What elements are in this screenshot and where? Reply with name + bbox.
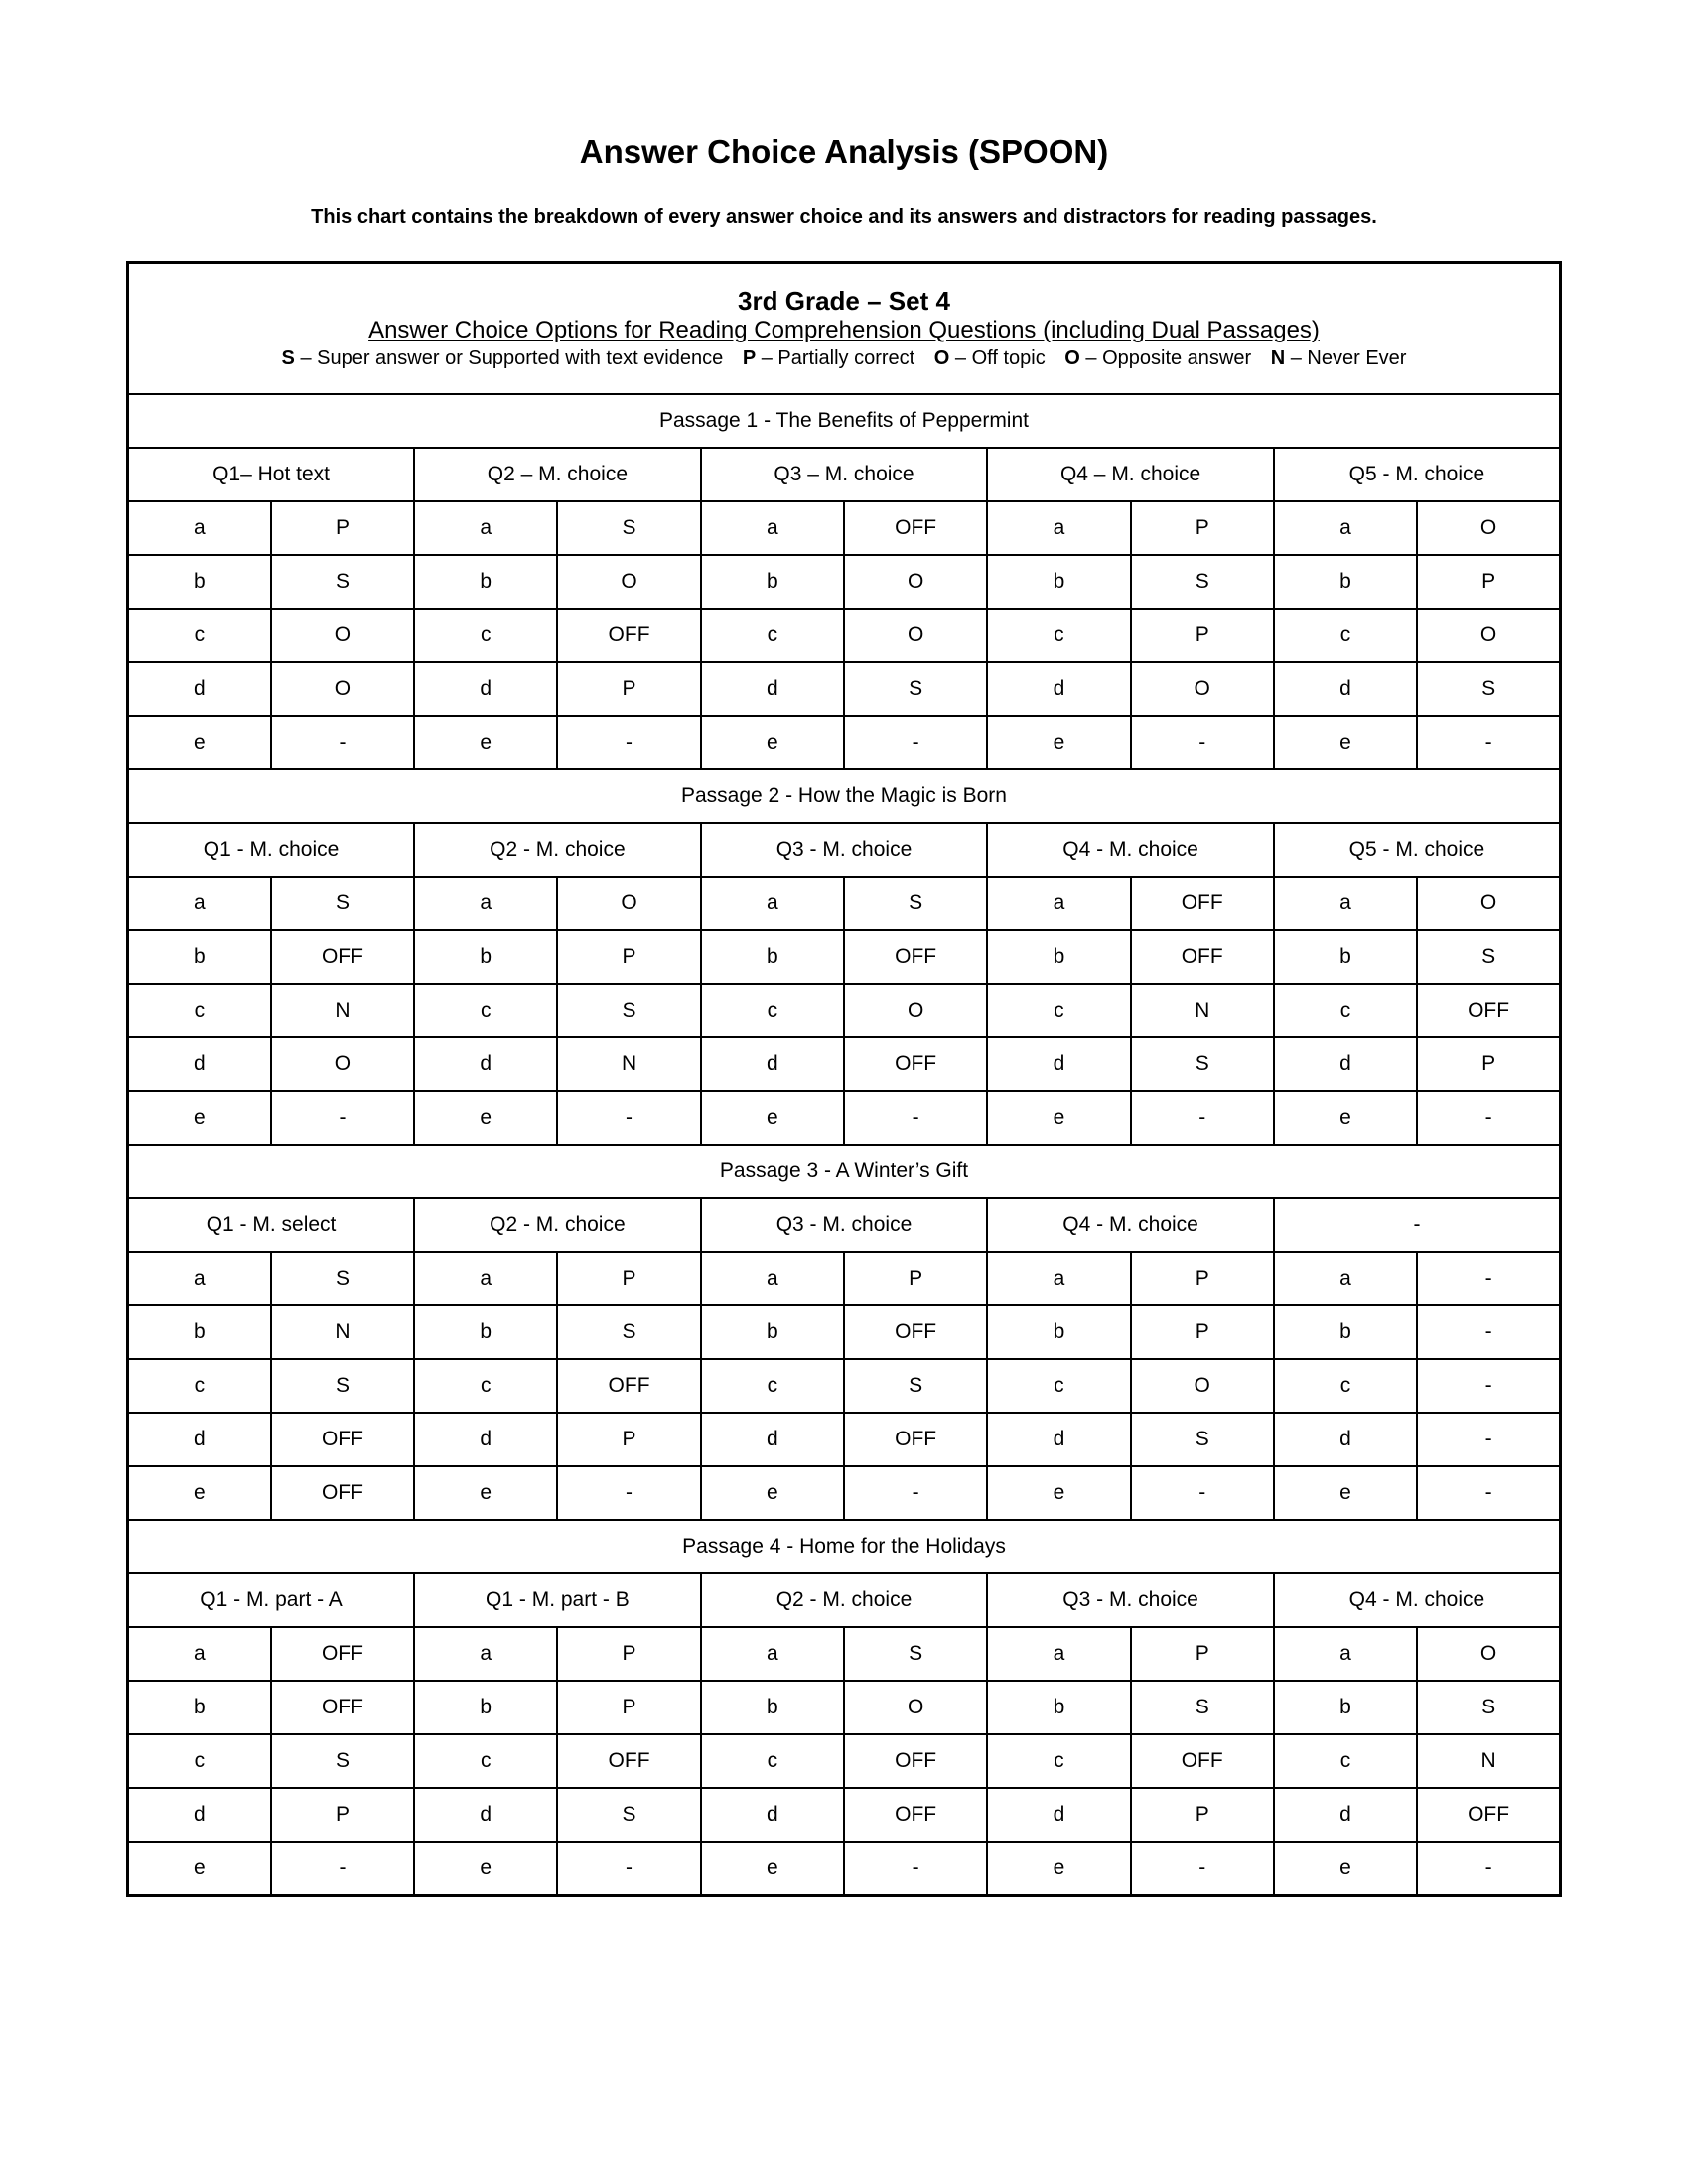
choice-rating: P — [557, 930, 700, 984]
choice-letter: b — [1274, 930, 1417, 984]
choice-letter: a — [128, 877, 271, 930]
choice-rating: S — [1131, 1413, 1274, 1466]
choice-letter: c — [701, 609, 844, 662]
table-row — [128, 984, 1561, 1037]
table-row — [128, 1252, 1561, 1305]
choice-rating: O — [271, 662, 414, 716]
choice-letter: a — [987, 501, 1130, 555]
choice-rating: P — [1417, 555, 1560, 609]
table-header-row — [128, 263, 1561, 395]
choice-letter: d — [701, 1037, 844, 1091]
choice-letter: d — [1274, 1037, 1417, 1091]
legend-desc: – Off topic — [954, 347, 1046, 369]
choice-rating: OFF — [844, 1305, 987, 1359]
choice-rating: OFF — [1131, 930, 1274, 984]
choice-rating: OFF — [844, 1413, 987, 1466]
choice-letter: e — [701, 1842, 844, 1896]
choice-rating: P — [271, 1788, 414, 1842]
question-header: Q1 - M. choice — [128, 823, 415, 877]
legend-desc: – Never Ever — [1290, 347, 1407, 369]
choice-letter: e — [701, 1091, 844, 1145]
choice-letter: b — [414, 1681, 557, 1734]
choice-letter: b — [128, 930, 271, 984]
choice-letter: b — [1274, 1681, 1417, 1734]
choice-rating: S — [271, 1359, 414, 1413]
choice-rating: S — [557, 1788, 700, 1842]
passage-title-row — [128, 1520, 1561, 1573]
choice-letter: a — [987, 1627, 1130, 1681]
choice-letter: b — [701, 1681, 844, 1734]
choice-letter: b — [414, 1305, 557, 1359]
choice-rating: OFF — [1417, 984, 1560, 1037]
choice-letter: a — [701, 501, 844, 555]
choice-rating: P — [1131, 501, 1274, 555]
choice-letter: a — [701, 877, 844, 930]
legend-desc: – Super answer or Supported with text evidence — [300, 347, 724, 369]
choice-letter: c — [128, 1734, 271, 1788]
choice-letter: d — [987, 1037, 1130, 1091]
question-header: Q1 - M. part - A — [128, 1573, 415, 1627]
choice-rating: OFF — [844, 930, 987, 984]
table-row — [128, 1734, 1561, 1788]
choice-rating: N — [271, 984, 414, 1037]
choice-rating: O — [271, 609, 414, 662]
choice-rating: S — [271, 1734, 414, 1788]
choice-rating: P — [271, 501, 414, 555]
legend-desc: – Partially correct — [761, 347, 915, 369]
choice-rating: - — [844, 1466, 987, 1520]
choice-rating: - — [271, 1842, 414, 1896]
choice-letter: d — [701, 1788, 844, 1842]
choice-letter: d — [414, 1413, 557, 1466]
passage-title: Passage 2 - How the Magic is Born — [128, 769, 1561, 823]
choice-rating: - — [557, 1091, 700, 1145]
choice-rating: P — [557, 662, 700, 716]
choice-letter: b — [128, 1305, 271, 1359]
choice-letter: a — [1274, 877, 1417, 930]
legend-desc: – Opposite answer — [1085, 347, 1252, 369]
choice-rating: OFF — [271, 1627, 414, 1681]
choice-rating: - — [1417, 1413, 1560, 1466]
table-header-cell — [128, 263, 1561, 395]
choice-rating: - — [1417, 1252, 1560, 1305]
choice-rating: N — [1417, 1734, 1560, 1788]
choice-letter: d — [701, 1413, 844, 1466]
choice-letter: e — [128, 1091, 271, 1145]
choice-rating: O — [271, 1037, 414, 1091]
choice-rating: OFF — [1417, 1788, 1560, 1842]
choice-rating: - — [557, 1842, 700, 1896]
table-row — [128, 1466, 1561, 1520]
choice-letter: d — [128, 1788, 271, 1842]
choice-rating: OFF — [557, 609, 700, 662]
choice-letter: e — [128, 1842, 271, 1896]
choice-letter: c — [987, 1734, 1130, 1788]
choice-letter: d — [987, 1413, 1130, 1466]
choice-letter: a — [414, 501, 557, 555]
table-row — [128, 1788, 1561, 1842]
choice-letter: c — [1274, 1734, 1417, 1788]
passage-title: Passage 4 - Home for the Holidays — [128, 1520, 1561, 1573]
choice-letter: e — [1274, 1466, 1417, 1520]
choice-letter: c — [1274, 609, 1417, 662]
choice-letter: d — [701, 662, 844, 716]
choice-letter: a — [701, 1627, 844, 1681]
table-row — [128, 1091, 1561, 1145]
legend-code: O — [1064, 347, 1080, 369]
choice-letter: c — [414, 1359, 557, 1413]
choice-letter: b — [414, 555, 557, 609]
choice-letter: a — [1274, 501, 1417, 555]
choice-rating: S — [1417, 662, 1560, 716]
choice-rating: - — [844, 716, 987, 769]
choice-letter: c — [987, 1359, 1130, 1413]
choice-rating: OFF — [557, 1734, 700, 1788]
question-header: Q2 - M. choice — [414, 1198, 701, 1252]
choice-rating: P — [1131, 1788, 1274, 1842]
choice-letter: d — [1274, 1413, 1417, 1466]
choice-rating: S — [271, 1252, 414, 1305]
choice-letter: b — [128, 1681, 271, 1734]
choice-rating: O — [1417, 609, 1560, 662]
choice-rating: S — [271, 555, 414, 609]
choice-rating: O — [844, 609, 987, 662]
choice-letter: d — [987, 1788, 1130, 1842]
choice-rating: - — [1131, 1466, 1274, 1520]
choice-rating: S — [1131, 555, 1274, 609]
choice-letter: a — [1274, 1252, 1417, 1305]
choice-rating: - — [557, 1466, 700, 1520]
question-header: Q3 - M. choice — [701, 1198, 988, 1252]
choice-letter: b — [701, 930, 844, 984]
choice-letter: e — [414, 1091, 557, 1145]
question-header: Q2 – M. choice — [414, 448, 701, 501]
choice-rating: O — [557, 877, 700, 930]
choice-rating: - — [557, 716, 700, 769]
choice-rating: OFF — [1131, 1734, 1274, 1788]
choice-rating: N — [271, 1305, 414, 1359]
choice-rating: P — [1131, 1252, 1274, 1305]
choice-rating: - — [1417, 1842, 1560, 1896]
choice-letter: d — [414, 1788, 557, 1842]
choice-rating: S — [844, 877, 987, 930]
choice-rating: S — [844, 662, 987, 716]
choice-letter: b — [128, 555, 271, 609]
choice-rating: N — [557, 1037, 700, 1091]
table-row — [128, 1037, 1561, 1091]
passage-title: Passage 1 - The Benefits of Peppermint — [128, 394, 1561, 448]
choice-letter: b — [987, 555, 1130, 609]
legend-code: O — [933, 347, 950, 369]
question-header: Q1 - M. select — [128, 1198, 415, 1252]
choice-rating: S — [844, 1359, 987, 1413]
choice-letter: a — [414, 1627, 557, 1681]
choice-letter: b — [1274, 1305, 1417, 1359]
choice-letter: c — [414, 1734, 557, 1788]
choice-rating: P — [1131, 1305, 1274, 1359]
legend-code: N — [1270, 347, 1286, 369]
choice-rating: OFF — [271, 1466, 414, 1520]
choice-rating: - — [1131, 1091, 1274, 1145]
choice-letter: a — [128, 1627, 271, 1681]
table-row — [128, 930, 1561, 984]
choice-letter: e — [1274, 1842, 1417, 1896]
choice-rating: P — [557, 1413, 700, 1466]
choice-letter: d — [414, 1037, 557, 1091]
choice-rating: - — [1131, 1842, 1274, 1896]
choice-rating: P — [844, 1252, 987, 1305]
table-row — [128, 877, 1561, 930]
choice-letter: c — [1274, 1359, 1417, 1413]
table-row — [128, 501, 1561, 555]
choice-rating: OFF — [271, 930, 414, 984]
choice-letter: c — [128, 609, 271, 662]
choice-letter: e — [987, 1091, 1130, 1145]
table-row — [128, 1842, 1561, 1896]
choice-rating: S — [1417, 1681, 1560, 1734]
question-header: Q3 - M. choice — [701, 823, 988, 877]
legend — [129, 344, 1559, 372]
choice-letter: a — [414, 877, 557, 930]
choice-rating: O — [1417, 877, 1560, 930]
table-row — [128, 1305, 1561, 1359]
choice-rating: - — [271, 716, 414, 769]
choice-letter: a — [128, 501, 271, 555]
question-header-row — [128, 448, 1561, 501]
question-header: Q5 - M. choice — [1274, 823, 1561, 877]
choice-rating: - — [1417, 1359, 1560, 1413]
choice-rating: - — [1417, 1305, 1560, 1359]
answer-analysis-table — [126, 261, 1562, 1897]
choice-letter: d — [1274, 662, 1417, 716]
choice-rating: S — [1417, 930, 1560, 984]
table-row — [128, 555, 1561, 609]
choice-letter: a — [987, 877, 1130, 930]
choice-rating: P — [557, 1681, 700, 1734]
choice-rating: S — [1131, 1037, 1274, 1091]
choice-rating: OFF — [271, 1413, 414, 1466]
choice-rating: O — [557, 555, 700, 609]
passage-title: Passage 3 - A Winter’s Gift — [128, 1145, 1561, 1198]
choice-letter: b — [701, 1305, 844, 1359]
choice-rating: S — [844, 1627, 987, 1681]
question-header: - — [1274, 1198, 1561, 1252]
passage-title-row — [128, 394, 1561, 448]
question-header: Q4 - M. choice — [1274, 1573, 1561, 1627]
choice-rating: OFF — [844, 1037, 987, 1091]
page-title: Answer Choice Analysis (SPOON) — [579, 133, 1109, 170]
choice-rating: S — [557, 984, 700, 1037]
table-row — [128, 716, 1561, 769]
choice-letter: a — [1274, 1627, 1417, 1681]
table-row — [128, 662, 1561, 716]
choice-letter: e — [1274, 1091, 1417, 1145]
choice-letter: a — [701, 1252, 844, 1305]
choice-letter: c — [987, 984, 1130, 1037]
choice-rating: - — [1417, 716, 1560, 769]
table-row — [128, 1681, 1561, 1734]
choice-rating: - — [1417, 1091, 1560, 1145]
choice-letter: e — [987, 1842, 1130, 1896]
choice-rating: - — [844, 1091, 987, 1145]
choice-letter: d — [987, 662, 1130, 716]
choice-letter: b — [414, 930, 557, 984]
choice-letter: e — [1274, 716, 1417, 769]
question-header: Q3 - M. choice — [987, 1573, 1274, 1627]
question-header: Q4 - M. choice — [987, 1198, 1274, 1252]
choice-letter: e — [414, 716, 557, 769]
passage-title-row — [128, 769, 1561, 823]
question-header-row — [128, 1198, 1561, 1252]
options-title: Answer Choice Options for Reading Comprehension Questions (including Dual Passages) — [368, 317, 1320, 343]
choice-rating: - — [1131, 716, 1274, 769]
choice-letter: e — [414, 1842, 557, 1896]
choice-rating: P — [557, 1252, 700, 1305]
table-row — [128, 1413, 1561, 1466]
question-header: Q1 - M. part - B — [414, 1573, 701, 1627]
passage-title-row — [128, 1145, 1561, 1198]
question-header: Q3 – M. choice — [701, 448, 988, 501]
choice-letter: e — [701, 716, 844, 769]
question-header: Q2 - M. choice — [701, 1573, 988, 1627]
choice-rating: S — [557, 501, 700, 555]
choice-rating: OFF — [1131, 877, 1274, 930]
choice-letter: e — [414, 1466, 557, 1520]
choice-letter: e — [128, 716, 271, 769]
page-subtitle: This chart contains the breakdown of every answer choice and its answers and distractors for reading passages. — [311, 206, 1377, 228]
choice-letter: b — [987, 1305, 1130, 1359]
choice-rating: N — [1131, 984, 1274, 1037]
choice-letter: b — [987, 1681, 1130, 1734]
choice-letter: c — [1274, 984, 1417, 1037]
question-header-row — [128, 1573, 1561, 1627]
choice-rating: S — [271, 877, 414, 930]
choice-rating: - — [1417, 1466, 1560, 1520]
legend-code: S — [281, 347, 295, 369]
choice-rating: P — [1131, 1627, 1274, 1681]
choice-rating: OFF — [844, 1788, 987, 1842]
choice-rating: OFF — [557, 1359, 700, 1413]
legend-code: P — [742, 347, 757, 369]
choice-rating: OFF — [844, 1734, 987, 1788]
choice-rating: OFF — [271, 1681, 414, 1734]
question-header: Q1– Hot text — [128, 448, 415, 501]
choice-rating: S — [557, 1305, 700, 1359]
choice-letter: b — [701, 555, 844, 609]
choice-letter: b — [987, 930, 1130, 984]
choice-rating: P — [1131, 609, 1274, 662]
choice-rating: O — [1131, 1359, 1274, 1413]
choice-rating: O — [844, 1681, 987, 1734]
choice-letter: c — [128, 984, 271, 1037]
choice-letter: d — [128, 1413, 271, 1466]
choice-letter: c — [414, 609, 557, 662]
choice-letter: c — [701, 984, 844, 1037]
choice-letter: e — [987, 716, 1130, 769]
choice-rating: O — [844, 555, 987, 609]
choice-letter: d — [1274, 1788, 1417, 1842]
choice-letter: b — [1274, 555, 1417, 609]
table-row — [128, 1359, 1561, 1413]
choice-rating: O — [844, 984, 987, 1037]
choice-letter: a — [987, 1252, 1130, 1305]
question-header: Q2 - M. choice — [414, 823, 701, 877]
choice-letter: c — [701, 1359, 844, 1413]
question-header: Q4 – M. choice — [987, 448, 1274, 501]
choice-letter: c — [128, 1359, 271, 1413]
table-row — [128, 1627, 1561, 1681]
choice-rating: P — [1417, 1037, 1560, 1091]
choice-rating: OFF — [844, 501, 987, 555]
choice-letter: e — [128, 1466, 271, 1520]
choice-letter: c — [987, 609, 1130, 662]
question-header-row — [128, 823, 1561, 877]
choice-rating: - — [844, 1842, 987, 1896]
question-header: Q5 - M. choice — [1274, 448, 1561, 501]
choice-rating: - — [271, 1091, 414, 1145]
choice-letter: c — [701, 1734, 844, 1788]
choice-rating: S — [1131, 1681, 1274, 1734]
choice-rating: O — [1417, 501, 1560, 555]
choice-letter: e — [987, 1466, 1130, 1520]
choice-rating: O — [1417, 1627, 1560, 1681]
question-header: Q4 - M. choice — [987, 823, 1274, 877]
choice-rating: O — [1131, 662, 1274, 716]
choice-letter: e — [701, 1466, 844, 1520]
table-row — [128, 609, 1561, 662]
set-title: 3rd Grade – Set 4 — [738, 286, 950, 316]
choice-letter: c — [414, 984, 557, 1037]
choice-letter: a — [414, 1252, 557, 1305]
choice-letter: d — [414, 662, 557, 716]
choice-letter: d — [128, 662, 271, 716]
choice-letter: d — [128, 1037, 271, 1091]
choice-letter: a — [128, 1252, 271, 1305]
choice-rating: P — [557, 1627, 700, 1681]
